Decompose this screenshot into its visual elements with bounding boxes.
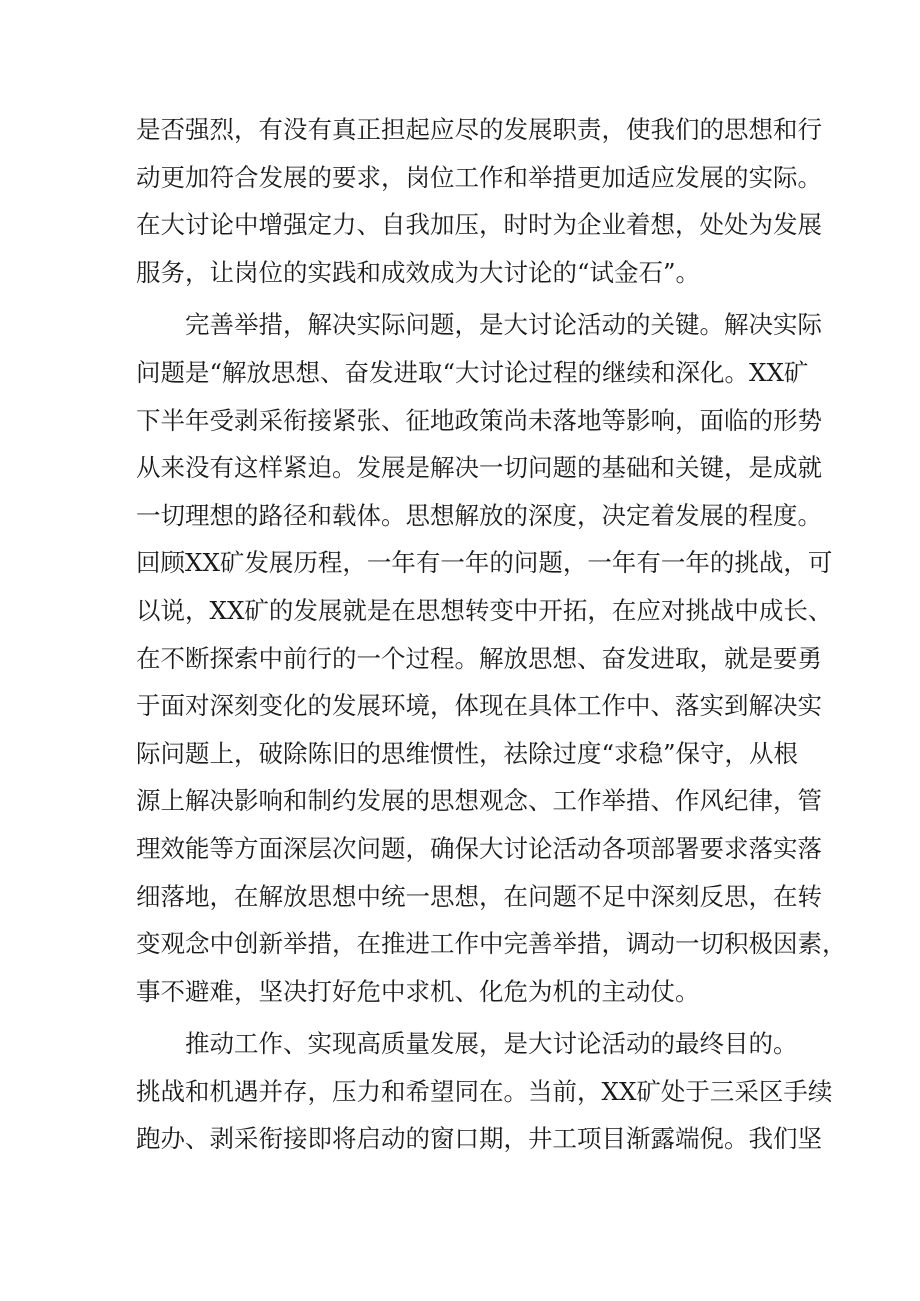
text-line: 挑战和机遇并存，压力和希望同在。当前，XX矿处于三采区手续	[136, 1076, 833, 1106]
document-body	[136, 106, 847, 1163]
text-line: 源上解决影响和制约发展的思想观念、工作举措、作风纪律，管	[136, 786, 822, 816]
paragraph	[136, 106, 822, 296]
text-line: 细落地，在解放思想中统一思想，在问题不足中深刻反思，在转	[136, 881, 822, 911]
text-line: 跑办、剥采衔接即将启动的窗口期，井工项目渐露端倪。我们坚	[136, 1124, 822, 1154]
text-line: 于面对深刻变化的发展环境，体现在具体工作中、落实到解决实	[136, 691, 822, 721]
text-line: 动更加符合发展的要求，岗位工作和举措更加适应发展的实际。	[136, 162, 822, 192]
text-line: 完善举措，解决实际问题，是大讨论活动的关键。解决实际	[185, 310, 822, 340]
text-line: 以说，XX矿的发展就是在思想转变中开拓，在应对挑战中成长、	[136, 595, 833, 625]
text-line: 回顾XX矿发展历程，一年有一年的问题，一年有一年的挑战，可	[136, 548, 833, 578]
text-line: 下半年受剥采衔接紧张、征地政策尚未落地等影响，面临的形势	[136, 405, 822, 435]
text-line: 问题是“解放思想、奋发进取“大讨论过程的继续和深化。XX矿	[136, 357, 809, 387]
text-line: 在不断探索中前行的一个过程。解放思想、奋发进取，就是要勇	[136, 643, 822, 673]
paragraph	[136, 301, 847, 1015]
text-line: 一切理想的路径和载体。思想解放的深度，决定着发展的程度。	[136, 500, 822, 530]
text-line: 服务，让岗位的实践和成效成为大讨论的“试金石”。	[136, 257, 701, 287]
text-line: 变观念中创新举措，在推进工作中完善举措，调动一切积极因素，	[136, 929, 847, 959]
text-line: 理效能等方面深层次问题，确保大讨论活动各项部署要求落实落	[136, 833, 822, 863]
text-line: 是否强烈，有没有真正担起应尽的发展职责，使我们的思想和行	[136, 115, 822, 144]
text-line: 际问题上，破除陈旧的思维惯性，祛除过度“求稳”保守，从根	[136, 738, 799, 768]
text-line: 在大讨论中增强定力、自我加压，时时为企业着想，处处为发展	[136, 210, 822, 240]
text-line: 从来没有这样紧迫。发展是解决一切问题的基础和关键，是成就	[136, 453, 822, 483]
text-line: 事不避难，坚决打好危中求机、化危为机的主动仗。	[136, 976, 700, 1006]
paragraph	[136, 1020, 833, 1163]
text-line: 推动工作、实现高质量发展，是大讨论活动的最终目的。	[185, 1029, 798, 1059]
